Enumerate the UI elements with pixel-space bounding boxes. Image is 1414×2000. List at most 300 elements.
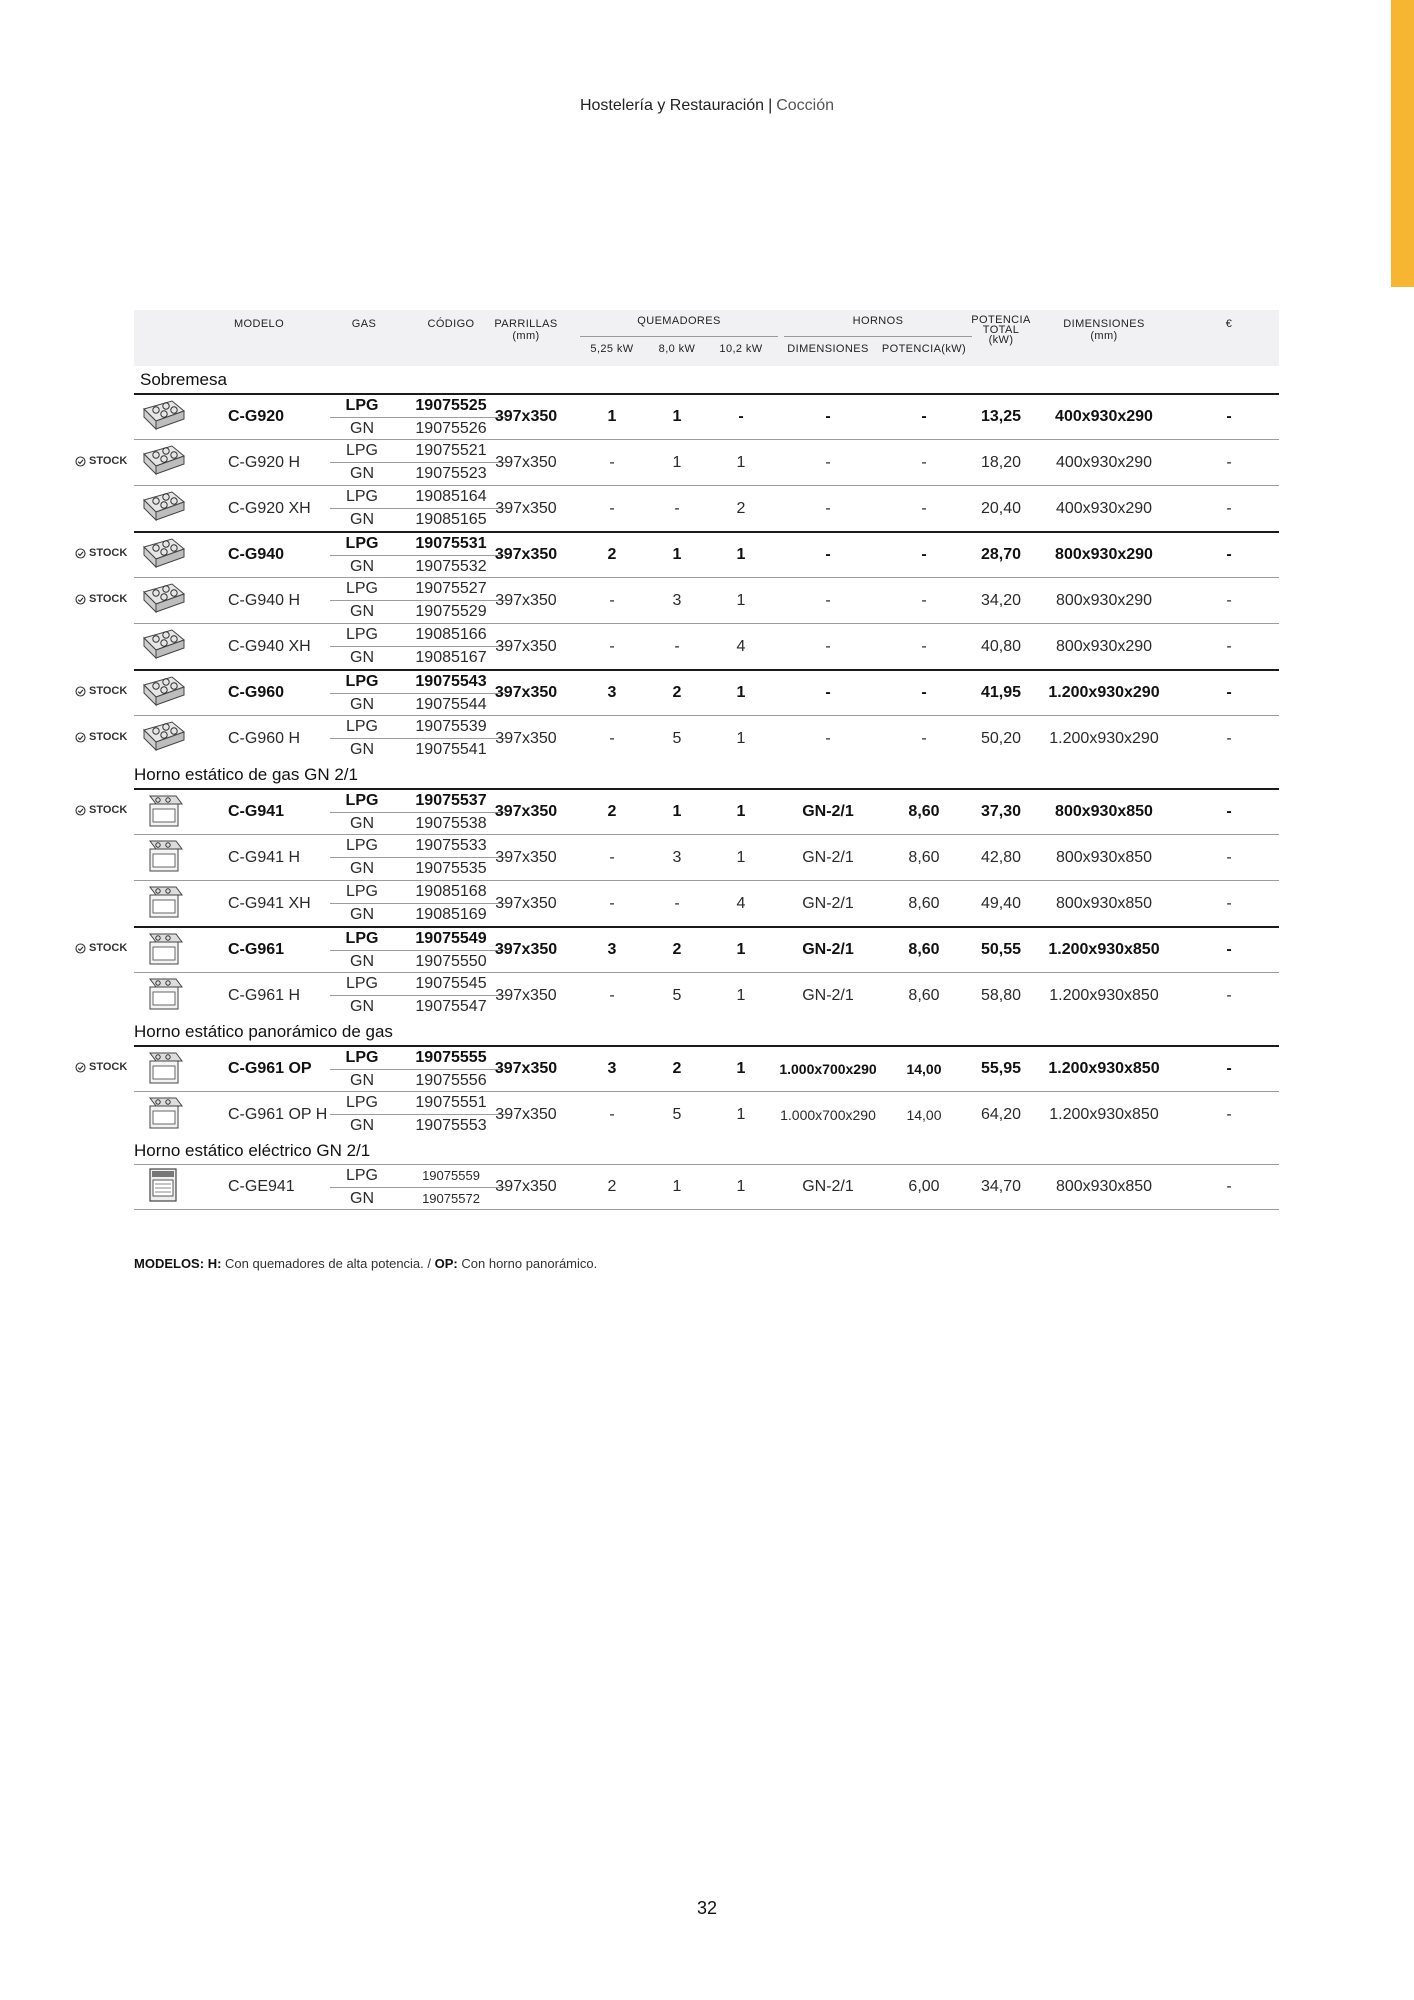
burners-102kw: 1 [736, 1178, 746, 1195]
stock-badge [75, 804, 127, 816]
table-row [134, 485, 1279, 531]
model-name: C-G920 H [228, 453, 301, 471]
stock-check-icon [75, 456, 86, 467]
header-title: Hostelería y Restauración [579, 97, 765, 114]
burners-102kw: 1 [736, 591, 746, 609]
gas-oven-range-icon [138, 930, 188, 971]
stock-label: STOCK [89, 685, 128, 697]
burners-525kw: - [609, 986, 615, 1004]
table-row [134, 669, 1279, 715]
gas-type-primary: LPG [345, 397, 379, 414]
stock-check-icon [75, 943, 86, 954]
table-row [134, 972, 1279, 1018]
grill-size: 397x350 [495, 729, 557, 747]
price: - [1226, 408, 1232, 425]
product-code-secondary: 19085167 [415, 649, 487, 666]
gas-cooktop-icon [138, 673, 188, 714]
stock-badge [75, 731, 127, 743]
col-dimensiones-label: DIMENSIONES [1063, 318, 1145, 330]
model-name: C-G961 [228, 941, 285, 958]
burners-102kw: - [738, 408, 744, 425]
gas-type-secondary: GN [350, 603, 374, 620]
total-power: 34,70 [980, 1178, 1022, 1195]
col-potencia-l1: POTENCIA [971, 314, 1031, 326]
gas-code-divider [330, 1069, 506, 1070]
price: - [1226, 684, 1232, 701]
burners-80kw: 1 [672, 453, 682, 471]
burners-80kw: - [674, 499, 680, 517]
product-thumbnail [134, 443, 192, 481]
product-thumbnail [134, 1095, 192, 1133]
total-power: 13,25 [980, 408, 1022, 425]
burners-80kw: 1 [672, 408, 682, 425]
total-power: 37,30 [980, 803, 1022, 820]
gas-oven-range-icon [138, 975, 188, 1016]
gas-type-primary: LPG [345, 535, 379, 552]
section-title: Horno estático de gas GN 2/1 [134, 765, 358, 784]
gas-type-secondary: GN [350, 998, 374, 1015]
stock-badge [75, 547, 127, 559]
gas-type-primary: LPG [345, 488, 378, 505]
grill-size: 397x350 [494, 941, 558, 958]
product-code-secondary: 19075538 [415, 815, 487, 832]
burners-102kw: 1 [736, 453, 746, 471]
product-code-primary: 19075545 [415, 975, 487, 992]
product-code-primary: 19075537 [415, 792, 487, 809]
table-row [134, 788, 1279, 834]
gas-type-primary: LPG [345, 442, 378, 459]
stock-check-icon [75, 1062, 86, 1073]
oven-dimensions: 1.000x700x290 [779, 1061, 877, 1077]
oven-dimensions: - [825, 453, 831, 471]
burners-80kw: 1 [672, 546, 682, 563]
header-separator: | [768, 97, 773, 114]
col-h-potencia: POTENCIA(kW) [881, 343, 967, 355]
col-quemadores: QUEMADORES [637, 315, 721, 327]
total-power: 41,95 [980, 684, 1022, 701]
price: - [1226, 453, 1232, 471]
product-thumbnail [134, 976, 192, 1014]
oven-power: - [921, 729, 927, 747]
gas-cooktop-icon [138, 488, 188, 529]
product-code-primary: 19075559 [422, 1168, 480, 1183]
product-code-secondary: 19075550 [415, 953, 487, 970]
overall-dimensions: 1.200x930x850 [1049, 986, 1159, 1004]
burners-102kw: 2 [736, 499, 746, 517]
oven-dimensions: - [825, 591, 831, 609]
gas-oven-range-icon [138, 837, 188, 878]
price: - [1226, 1178, 1232, 1195]
stock-check-icon [75, 594, 86, 605]
col-hornos: HORNOS [852, 315, 904, 327]
grill-size: 397x350 [494, 1060, 558, 1077]
table-row [134, 834, 1279, 880]
table-row [134, 393, 1279, 439]
gas-type-primary: LPG [345, 580, 378, 597]
gas-cooktop-icon [138, 626, 188, 667]
gas-type-secondary: GN [350, 649, 374, 666]
col-q-102: 10,2 kW [719, 343, 763, 355]
gas-code-divider [330, 1114, 506, 1115]
footnote-h-text: Con quemadores de alta potencia. / [225, 1256, 431, 1271]
oven-power: 6,00 [908, 1178, 940, 1195]
product-code-secondary: 19075572 [422, 1191, 480, 1206]
stock-badge [75, 685, 127, 697]
footnote [134, 1256, 597, 1271]
chapter-tab-marker [1391, 0, 1414, 287]
gas-type-primary: LPG [345, 883, 378, 900]
gas-code-divider [330, 903, 506, 904]
col-q-80: 8,0 kW [658, 343, 696, 355]
gas-code-divider [330, 812, 506, 813]
price: - [1226, 1105, 1232, 1123]
oven-dimensions: - [825, 684, 831, 701]
overall-dimensions: 800x930x290 [1055, 546, 1153, 563]
model-name: C-G920 XH [228, 499, 311, 517]
product-code-primary: 19085164 [415, 488, 487, 505]
gas-type-secondary: GN [350, 696, 374, 713]
total-power: 28,70 [980, 546, 1022, 563]
overall-dimensions: 1.200x930x850 [1049, 1105, 1159, 1123]
overall-dimensions: 400x930x290 [1055, 499, 1153, 517]
model-name: C-G940 [228, 546, 285, 563]
grill-size: 397x350 [494, 803, 558, 820]
table-row [134, 1164, 1279, 1210]
burners-102kw: 4 [736, 894, 746, 912]
gas-cooktop-icon [138, 442, 188, 483]
overall-dimensions: 1.200x930x290 [1048, 684, 1160, 701]
price: - [1226, 546, 1232, 563]
gas-code-divider [330, 462, 506, 463]
burners-80kw: 2 [672, 1060, 682, 1077]
gas-type-secondary: GN [350, 906, 374, 923]
price: - [1226, 637, 1232, 655]
oven-power: 8,60 [908, 848, 940, 866]
col-codigo: CÓDIGO [427, 318, 475, 330]
total-power: 55,95 [980, 1060, 1022, 1077]
oven-dimensions: - [825, 729, 831, 747]
stock-check-icon [75, 805, 86, 816]
col-parrillas [484, 318, 568, 342]
gas-type-secondary: GN [350, 1117, 374, 1134]
product-code-secondary: 19075532 [415, 558, 487, 575]
gas-type-secondary: GN [350, 511, 374, 528]
gas-type-secondary: GN [350, 741, 374, 758]
gas-code-divider [330, 995, 506, 996]
burners-525kw: - [609, 729, 615, 747]
burners-525kw: - [609, 848, 615, 866]
grill-size: 397x350 [495, 637, 557, 655]
product-code-secondary: 19075547 [415, 998, 487, 1015]
product-code-primary: 19075531 [415, 535, 487, 552]
col-potencia-total [960, 315, 1042, 345]
stock-label: STOCK [89, 455, 128, 467]
price: - [1226, 499, 1232, 517]
stock-label: STOCK [89, 1061, 128, 1073]
col-modelo: MODELO [233, 318, 285, 330]
burners-102kw: 4 [736, 637, 746, 655]
grill-size: 397x350 [494, 408, 558, 425]
total-power: 49,40 [980, 894, 1022, 912]
grill-size: 397x350 [495, 591, 557, 609]
burners-80kw: 1 [672, 803, 682, 820]
burners-525kw: 3 [607, 941, 617, 958]
burners-525kw: 1 [607, 408, 617, 425]
model-name: C-G940 XH [228, 637, 311, 655]
table-row [134, 715, 1279, 761]
product-code-primary: 19075543 [415, 673, 487, 690]
gas-code-divider [330, 693, 506, 694]
product-thumbnail [134, 489, 192, 527]
col-dimensiones-unit: (mm) [1090, 330, 1118, 342]
gas-code-divider [330, 600, 506, 601]
col-h-dimensiones: DIMENSIONES [787, 343, 869, 355]
gas-type-primary: LPG [345, 673, 379, 690]
stock-label: STOCK [89, 731, 128, 743]
total-power: 40,80 [980, 637, 1022, 655]
gas-oven-range-icon [138, 792, 188, 833]
model-name: C-G941 [228, 803, 285, 820]
burners-525kw: 3 [607, 684, 617, 701]
product-thumbnail [134, 674, 192, 712]
oven-power: 8,60 [908, 941, 940, 958]
gas-type-secondary: GN [350, 815, 374, 832]
oven-power: - [921, 637, 927, 655]
col-q-525: 5,25 kW [590, 343, 634, 355]
oven-dimensions: GN-2/1 [802, 803, 854, 820]
product-code-primary: 19085166 [415, 626, 487, 643]
gas-code-divider [330, 1187, 506, 1188]
stock-label: STOCK [89, 593, 128, 605]
gas-code-divider [330, 508, 506, 509]
gas-type-primary: LPG [345, 1167, 378, 1184]
section-title: Horno estático eléctrico GN 2/1 [134, 1141, 371, 1160]
product-code-secondary: 19085165 [415, 511, 487, 528]
gas-type-primary: LPG [345, 1094, 378, 1111]
total-power: 34,20 [980, 591, 1022, 609]
gas-type-secondary: GN [350, 953, 374, 970]
price: - [1226, 803, 1232, 820]
overall-dimensions: 1.200x930x290 [1049, 729, 1159, 747]
gas-type-secondary: GN [350, 420, 374, 437]
oven-power: 14,00 [906, 1061, 942, 1077]
stock-badge [75, 455, 127, 467]
grill-size: 397x350 [495, 848, 557, 866]
col-dimensiones [1044, 318, 1164, 342]
oven-dimensions: GN-2/1 [802, 894, 854, 912]
oven-dimensions: - [825, 499, 831, 517]
gas-cooktop-icon [138, 718, 188, 759]
product-code-primary: 19075555 [415, 1049, 487, 1066]
col-precio: € [1225, 318, 1233, 330]
gas-oven-range-icon [138, 883, 188, 924]
product-code-primary: 19075521 [415, 442, 487, 459]
product-code-primary: 19075551 [415, 1094, 487, 1111]
overall-dimensions: 800x930x290 [1055, 637, 1153, 655]
product-code-primary: 19075527 [415, 580, 487, 597]
col-potencia-l2: TOTAL [982, 324, 1020, 336]
gas-type-primary: LPG [345, 837, 378, 854]
model-name: C-G961 H [228, 986, 301, 1004]
overall-dimensions: 400x930x290 [1055, 408, 1153, 425]
oven-power: 8,60 [908, 894, 940, 912]
product-code-primary: 19085168 [415, 883, 487, 900]
col-parrillas-label: PARRILLAS [494, 318, 558, 330]
gas-type-secondary: GN [350, 860, 374, 877]
gas-type-primary: LPG [345, 626, 378, 643]
grill-size: 397x350 [495, 1178, 557, 1195]
stock-badge [75, 593, 127, 605]
model-name: C-G961 OP [228, 1060, 312, 1077]
total-power: 50,20 [980, 729, 1022, 747]
product-code-primary: 19075539 [415, 718, 487, 735]
gas-type-primary: LPG [345, 718, 378, 735]
stock-label: STOCK [89, 942, 128, 954]
gas-code-divider [330, 738, 506, 739]
gas-cooktop-icon [138, 535, 188, 576]
gas-cooktop-icon [138, 580, 188, 621]
price: - [1226, 729, 1232, 747]
table-row [134, 577, 1279, 623]
product-code-secondary: 19075541 [415, 741, 487, 758]
table-row [134, 531, 1279, 577]
burners-80kw: 5 [672, 1105, 682, 1123]
table-row [134, 623, 1279, 669]
oven-power: - [921, 591, 927, 609]
gas-type-secondary: GN [350, 1190, 374, 1207]
gas-type-secondary: GN [350, 558, 374, 575]
burners-525kw: 3 [607, 1060, 617, 1077]
product-thumbnail [134, 838, 192, 876]
total-power: 20,40 [980, 499, 1022, 517]
col-parrillas-unit: (mm) [512, 330, 540, 342]
product-thumbnail [134, 719, 192, 757]
product-code-secondary: 19075556 [415, 1072, 487, 1089]
oven-dimensions: - [825, 637, 831, 655]
stock-check-icon [75, 732, 86, 743]
stock-check-icon [75, 686, 86, 697]
burners-102kw: 1 [736, 1105, 746, 1123]
oven-power: - [921, 546, 927, 563]
burners-102kw: 1 [736, 848, 746, 866]
oven-dimensions: - [825, 408, 831, 425]
model-name: C-GE941 [228, 1178, 295, 1195]
burners-525kw: - [609, 499, 615, 517]
gas-code-divider [330, 555, 506, 556]
overall-dimensions: 1.200x930x850 [1048, 1060, 1160, 1077]
price: - [1226, 591, 1232, 609]
grill-size: 397x350 [495, 453, 557, 471]
burners-102kw: 1 [736, 986, 746, 1004]
table-body [134, 366, 1279, 1210]
product-table [134, 310, 1279, 1210]
model-name: C-G941 H [228, 848, 301, 866]
burners-525kw: - [609, 591, 615, 609]
oven-dimensions: GN-2/1 [802, 1178, 854, 1195]
overall-dimensions: 800x930x290 [1055, 591, 1153, 609]
model-name: C-G941 XH [228, 894, 311, 912]
table-row [134, 1045, 1279, 1091]
stock-badge [75, 1061, 127, 1073]
gas-type-primary: LPG [345, 930, 379, 947]
gas-type-primary: LPG [345, 792, 379, 809]
burners-102kw: 1 [736, 803, 746, 820]
product-thumbnail [134, 581, 192, 619]
col-gas: GAS [351, 318, 377, 330]
model-name: C-G920 [228, 408, 285, 425]
overall-dimensions: 800x930x850 [1055, 803, 1153, 820]
price: - [1226, 1060, 1232, 1077]
product-thumbnail [134, 627, 192, 665]
grill-size: 397x350 [495, 499, 557, 517]
burners-80kw: - [674, 637, 680, 655]
price: - [1226, 894, 1232, 912]
oven-power: 8,60 [908, 986, 940, 1004]
grill-size: 397x350 [494, 684, 558, 701]
product-thumbnail [134, 1168, 192, 1206]
gas-code-divider [330, 646, 506, 647]
product-code-secondary: 19075553 [415, 1117, 487, 1134]
model-name: C-G960 [228, 684, 285, 701]
burners-80kw: 3 [672, 848, 682, 866]
burners-102kw: 1 [736, 729, 746, 747]
total-power: 50,55 [980, 941, 1022, 958]
gas-cooktop-icon [138, 397, 188, 438]
gas-oven-range-icon [138, 1049, 188, 1090]
page-number: 32 [696, 1898, 718, 1918]
product-thumbnail [134, 793, 192, 831]
oven-power: 8,60 [908, 803, 940, 820]
burners-80kw: 2 [672, 684, 682, 701]
burners-80kw: 3 [672, 591, 682, 609]
product-code-secondary: 19075535 [415, 860, 487, 877]
product-code-primary: 19075533 [415, 837, 487, 854]
page-header [0, 97, 1414, 115]
burners-80kw: 5 [672, 729, 682, 747]
stock-check-icon [75, 548, 86, 559]
product-code-secondary: 19075523 [415, 465, 487, 482]
price: - [1226, 848, 1232, 866]
gas-type-primary: LPG [345, 1049, 379, 1066]
model-name: C-G961 OP H [228, 1105, 328, 1123]
total-power: 64,20 [980, 1105, 1022, 1123]
quemadores-divider [580, 336, 778, 337]
gas-code-divider [330, 950, 506, 951]
burners-525kw: - [609, 637, 615, 655]
stock-label: STOCK [89, 547, 128, 559]
gas-code-divider [330, 417, 506, 418]
model-name: C-G940 H [228, 591, 301, 609]
overall-dimensions: 800x930x850 [1055, 848, 1153, 866]
model-name: C-G960 H [228, 729, 301, 747]
grill-size: 397x350 [495, 986, 557, 1004]
product-code-secondary: 19075529 [415, 603, 487, 620]
product-code-primary: 19075525 [415, 397, 487, 414]
electric-oven-icon [138, 1167, 188, 1208]
table-header [134, 310, 1279, 366]
burners-525kw: - [609, 453, 615, 471]
oven-power: 14,00 [906, 1106, 942, 1123]
footnote-h-key: H: [207, 1256, 222, 1271]
total-power: 18,20 [980, 453, 1022, 471]
burners-80kw: - [674, 894, 680, 912]
footnote-lead: MODELOS: [134, 1256, 205, 1271]
gas-type-secondary: GN [350, 465, 374, 482]
total-power: 42,80 [980, 848, 1022, 866]
burners-525kw: - [609, 1105, 615, 1123]
product-code-secondary: 19075544 [415, 696, 487, 713]
product-code-secondary: 19085169 [415, 906, 487, 923]
